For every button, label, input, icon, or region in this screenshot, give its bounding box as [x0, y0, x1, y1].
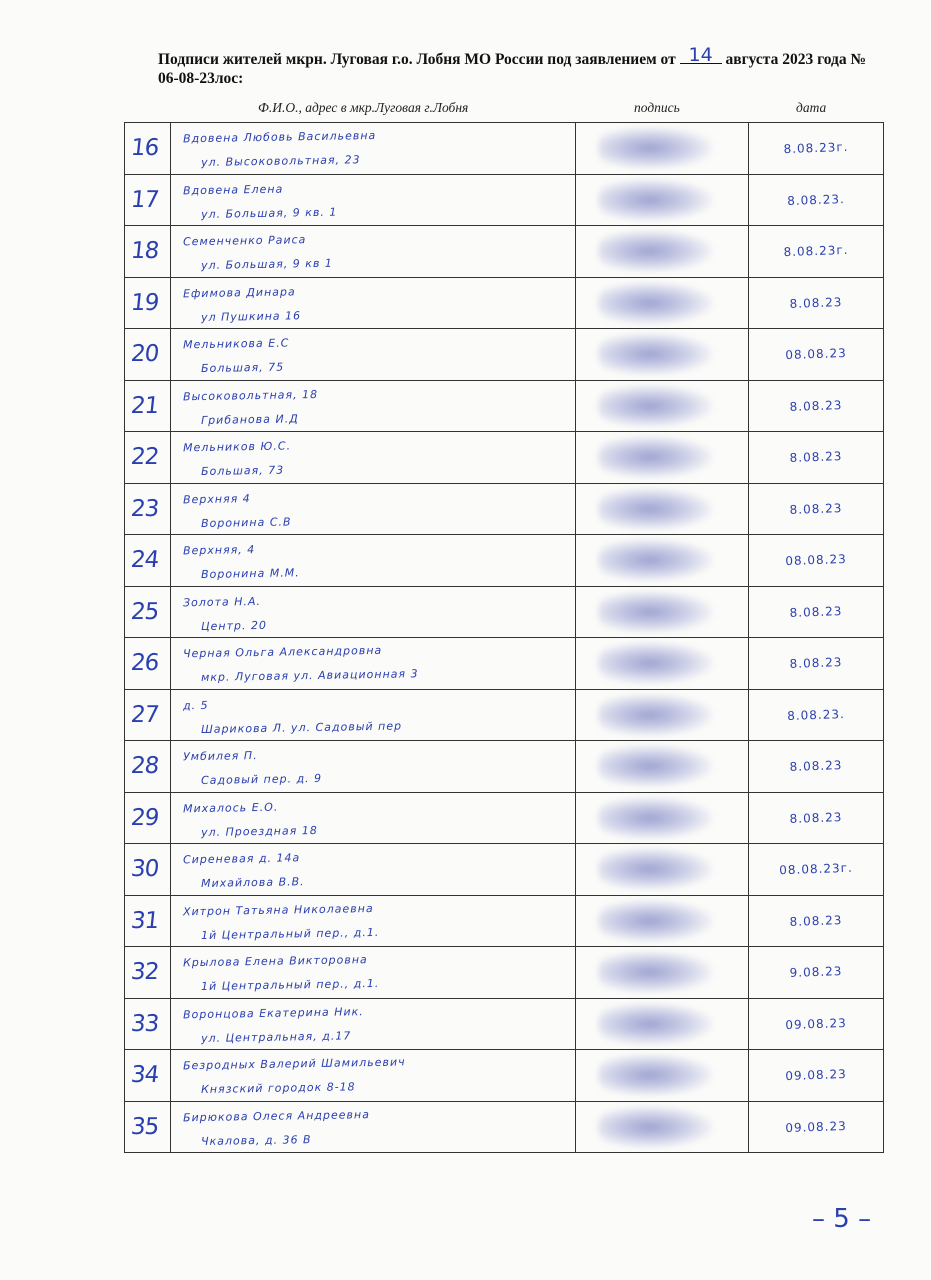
title-text-end: августа 2023 года № 06-08-23лос: — [158, 51, 867, 87]
blurred-signature — [598, 1106, 713, 1148]
row-number-cell — [125, 638, 171, 690]
table-row — [125, 1050, 884, 1102]
row-number: 23 — [129, 495, 160, 522]
blurred-signature — [598, 900, 713, 942]
handwritten-date: 8.08.23. — [786, 706, 846, 723]
handwritten-address-line: Князский городок 8-18 — [200, 1080, 356, 1097]
row-number-cell — [125, 535, 171, 587]
date-cell — [749, 1050, 884, 1102]
handwritten-name-line: Вдовена Елена — [182, 182, 284, 198]
handwritten-address-line: Михайлова В.В. — [200, 875, 305, 891]
signature-cell — [576, 432, 749, 484]
row-number-cell — [125, 586, 171, 638]
handwritten-name-line: Крылова Елена Викторовна — [182, 953, 368, 970]
table-row — [125, 380, 884, 432]
handwritten-date: 9.08.23 — [789, 964, 843, 981]
handwritten-address-line: 1й Центральный пер., д.1. — [200, 925, 380, 942]
table-row — [125, 998, 884, 1050]
handwritten-date: 8.08.23г. — [783, 243, 849, 260]
row-number-cell — [125, 895, 171, 947]
row-number-cell — [125, 432, 171, 484]
handwritten-date: 8.08.23 — [789, 809, 843, 826]
handwritten-name-line: Мельников Ю.С. — [182, 439, 292, 455]
handwritten-date: 8.08.23 — [789, 500, 843, 517]
blurred-signature — [598, 230, 713, 272]
handwritten-address-line: Садовый пер. д. 9 — [200, 772, 323, 788]
row-number: 19 — [129, 289, 160, 316]
row-number: 26 — [129, 650, 160, 677]
handwritten-date: 8.08.23 — [789, 912, 843, 929]
table-row — [125, 844, 884, 896]
row-number: 30 — [129, 856, 160, 883]
handwritten-date: 8.08.23 — [789, 449, 843, 466]
date-cell — [749, 947, 884, 999]
table-row — [125, 432, 884, 484]
row-number-cell — [125, 947, 171, 999]
signature-cell — [576, 123, 749, 175]
page-number: – 5 – — [812, 1204, 872, 1234]
signature-cell — [576, 844, 749, 896]
blurred-signature — [598, 848, 713, 890]
handwritten-date: 8.08.23г. — [783, 140, 849, 157]
date-cell — [749, 586, 884, 638]
name-address-cell — [171, 586, 576, 638]
handwritten-date: 8.08.23 — [789, 758, 843, 775]
row-number: 31 — [129, 907, 160, 934]
handwritten-date: 09.08.23 — [785, 1015, 847, 1032]
handwritten-name-line: Воронцова Екатерина Ник. — [182, 1004, 364, 1022]
row-number-cell — [125, 1050, 171, 1102]
name-address-cell — [171, 123, 576, 175]
blurred-signature — [598, 385, 713, 427]
signature-cell — [576, 689, 749, 741]
column-header-date: дата — [796, 100, 827, 115]
signature-cell — [576, 277, 749, 329]
row-number: 20 — [129, 341, 160, 368]
handwritten-date: 8.08.23 — [789, 655, 843, 672]
name-address-cell — [171, 226, 576, 278]
handwritten-date: 08.08.23 — [785, 346, 847, 363]
handwritten-name-line: Высоковольтная, 18 — [182, 387, 319, 404]
row-number: 34 — [129, 1062, 160, 1089]
table-row — [125, 638, 884, 690]
name-address-cell — [171, 741, 576, 793]
name-address-cell — [171, 998, 576, 1050]
handwritten-name-line: Верхняя, 4 — [182, 543, 256, 558]
handwritten-address-line: ул Пушкина 16 — [200, 309, 302, 324]
blurred-signature — [598, 282, 713, 324]
signature-cell — [576, 535, 749, 587]
signature-table-body — [125, 123, 884, 1153]
table-row — [125, 483, 884, 535]
table-row — [125, 535, 884, 587]
handwritten-name-line: Мельникова Е.С — [182, 336, 290, 352]
handwritten-address-line: ул. Большая, 9 кв 1 — [200, 256, 333, 273]
handwritten-address-line: Воронина М.М. — [200, 566, 300, 582]
date-cell — [749, 895, 884, 947]
name-address-cell — [171, 844, 576, 896]
signature-cell — [576, 1101, 749, 1153]
blurred-signature — [598, 1003, 713, 1045]
row-number-cell — [125, 998, 171, 1050]
handwritten-address-line: Шарикова Л. ул. Садовый пер — [200, 719, 403, 736]
row-number-cell — [125, 329, 171, 381]
date-cell — [749, 432, 884, 484]
handwritten-date: 8.08.23 — [789, 603, 843, 620]
handwritten-address-line: Большая, 75 — [200, 360, 285, 376]
handwritten-name-line: Безродных Валерий Шамильевич — [182, 1055, 406, 1073]
table-row — [125, 689, 884, 741]
table-row — [125, 947, 884, 999]
table-row — [125, 277, 884, 329]
row-number-cell — [125, 380, 171, 432]
name-address-cell — [171, 535, 576, 587]
date-cell — [749, 535, 884, 587]
document-title — [158, 44, 878, 88]
signature-cell — [576, 792, 749, 844]
table-row — [125, 226, 884, 278]
blurred-signature — [598, 488, 713, 530]
row-number: 22 — [129, 444, 160, 471]
signature-cell — [576, 741, 749, 793]
column-header-signature: подпись — [634, 100, 680, 115]
signature-cell — [576, 895, 749, 947]
date-cell — [749, 741, 884, 793]
handwritten-date: 8.08.23 — [789, 294, 843, 311]
date-cell — [749, 998, 884, 1050]
handwritten-name-line: Хитрон Татьяна Николаевна — [182, 901, 374, 919]
handwritten-address-line: ул. Проездная 18 — [200, 823, 318, 839]
signature-cell — [576, 329, 749, 381]
blurred-signature — [598, 127, 713, 169]
table-row — [125, 741, 884, 793]
handwritten-date: 09.08.23 — [785, 1067, 847, 1084]
row-number-cell — [125, 226, 171, 278]
handwritten-date: 8.08.23 — [789, 397, 843, 414]
signature-cell — [576, 380, 749, 432]
row-number-cell — [125, 689, 171, 741]
row-number-cell — [125, 741, 171, 793]
signature-cell — [576, 226, 749, 278]
row-number-cell — [125, 483, 171, 535]
blurred-signature — [598, 179, 713, 221]
handwritten-name-line: Семенченко Раиса — [182, 233, 307, 249]
name-address-cell — [171, 792, 576, 844]
table-row — [125, 329, 884, 381]
name-address-cell — [171, 380, 576, 432]
row-number: 33 — [129, 1010, 160, 1037]
row-number: 24 — [129, 547, 160, 574]
handwritten-name-line: Вдовена Любовь Васильевна — [182, 129, 377, 146]
handwritten-address-line: Чкалова, д. 36 В — [200, 1132, 312, 1148]
table-row — [125, 586, 884, 638]
name-address-cell — [171, 174, 576, 226]
handwritten-address-line: Грибанова И.Д — [200, 412, 299, 427]
blurred-signature — [598, 797, 713, 839]
row-number: 28 — [129, 753, 160, 780]
date-cell — [749, 792, 884, 844]
row-number-cell — [125, 844, 171, 896]
name-address-cell — [171, 329, 576, 381]
date-cell — [749, 174, 884, 226]
blurred-signature — [598, 1054, 713, 1096]
date-cell — [749, 483, 884, 535]
row-number: 21 — [129, 392, 160, 419]
row-number: 32 — [129, 959, 160, 986]
signature-cell — [576, 947, 749, 999]
handwritten-name-line: Черная Ольга Александровна — [182, 644, 383, 661]
name-address-cell — [171, 638, 576, 690]
handwritten-address-line: ул. Центральная, д.17 — [200, 1029, 352, 1045]
name-address-cell — [171, 277, 576, 329]
date-cell — [749, 123, 884, 175]
blurred-signature — [598, 591, 713, 633]
blurred-signature — [598, 539, 713, 581]
handwritten-name-line: Бирюкова Олеся Андреевна — [182, 1107, 371, 1125]
handwritten-address-line: 1й Центральный пер., д.1. — [200, 977, 380, 994]
date-cell — [749, 1101, 884, 1153]
name-address-cell — [171, 895, 576, 947]
row-number: 27 — [129, 701, 160, 728]
table-row — [125, 123, 884, 175]
row-number: 29 — [129, 804, 160, 831]
handwritten-address-line: Большая, 73 — [200, 463, 285, 479]
blurred-signature — [598, 745, 713, 787]
handwritten-address-line: ул. Большая, 9 кв. 1 — [200, 205, 338, 221]
row-number: 35 — [129, 1113, 160, 1140]
blurred-signature — [598, 951, 713, 993]
title-handwritten-day: 14 — [680, 47, 722, 64]
row-number: 17 — [129, 186, 160, 213]
blurred-signature — [598, 333, 713, 375]
signature-cell — [576, 483, 749, 535]
date-cell — [749, 689, 884, 741]
date-cell — [749, 329, 884, 381]
signature-cell — [576, 638, 749, 690]
blurred-signature — [598, 642, 713, 684]
row-number: 25 — [129, 598, 160, 625]
handwritten-name-line: Михалось Е.О. — [182, 800, 279, 816]
handwritten-name-line: Верхняя 4 — [182, 491, 251, 507]
table-row — [125, 1101, 884, 1153]
name-address-cell — [171, 1050, 576, 1102]
column-header-name: Ф.И.О., адрес в мкр.Луговая г.Лобня — [258, 100, 469, 115]
name-address-cell — [171, 432, 576, 484]
signature-table — [124, 122, 884, 1153]
handwritten-date: 08.08.23г. — [778, 860, 854, 878]
handwritten-address-line: Воронина С.В — [200, 515, 292, 530]
handwritten-date: 8.08.23. — [786, 191, 846, 208]
date-cell — [749, 844, 884, 896]
signature-cell — [576, 586, 749, 638]
row-number-cell — [125, 123, 171, 175]
handwritten-name-line: Умбилея П. — [182, 749, 258, 764]
row-number: 18 — [129, 238, 160, 265]
handwritten-name-line: Сиреневая д. 14а — [182, 851, 301, 867]
handwritten-name-line: Ефимова Динара — [182, 285, 296, 301]
handwritten-date: 08.08.23 — [785, 552, 847, 569]
table-row — [125, 792, 884, 844]
date-cell — [749, 380, 884, 432]
row-number-cell — [125, 174, 171, 226]
blurred-signature — [598, 436, 713, 478]
date-cell — [749, 638, 884, 690]
row-number-cell — [125, 792, 171, 844]
handwritten-name-line: Золота Н.А. — [182, 594, 262, 610]
name-address-cell — [171, 483, 576, 535]
handwritten-address-line: мкр. Луговая ул. Авиационная 3 — [200, 667, 419, 685]
handwritten-name-line: д. 5 — [182, 698, 209, 713]
blurred-signature — [598, 694, 713, 736]
handwritten-date: 09.08.23 — [785, 1118, 847, 1135]
name-address-cell — [171, 947, 576, 999]
table-row — [125, 174, 884, 226]
row-number-cell — [125, 1101, 171, 1153]
signature-cell — [576, 998, 749, 1050]
signature-cell — [576, 174, 749, 226]
date-cell — [749, 226, 884, 278]
name-address-cell — [171, 689, 576, 741]
row-number: 16 — [129, 135, 160, 162]
handwritten-address-line: Центр. 20 — [200, 618, 268, 633]
row-number-cell — [125, 277, 171, 329]
date-cell — [749, 277, 884, 329]
handwritten-address-line: ул. Высоковольтная, 23 — [200, 153, 361, 170]
title-text-start: Подписи жителей мкрн. Луговая г.о. Лобня МО России под заявлением от — [158, 51, 680, 68]
name-address-cell — [171, 1101, 576, 1153]
signature-cell — [576, 1050, 749, 1102]
table-row — [125, 895, 884, 947]
